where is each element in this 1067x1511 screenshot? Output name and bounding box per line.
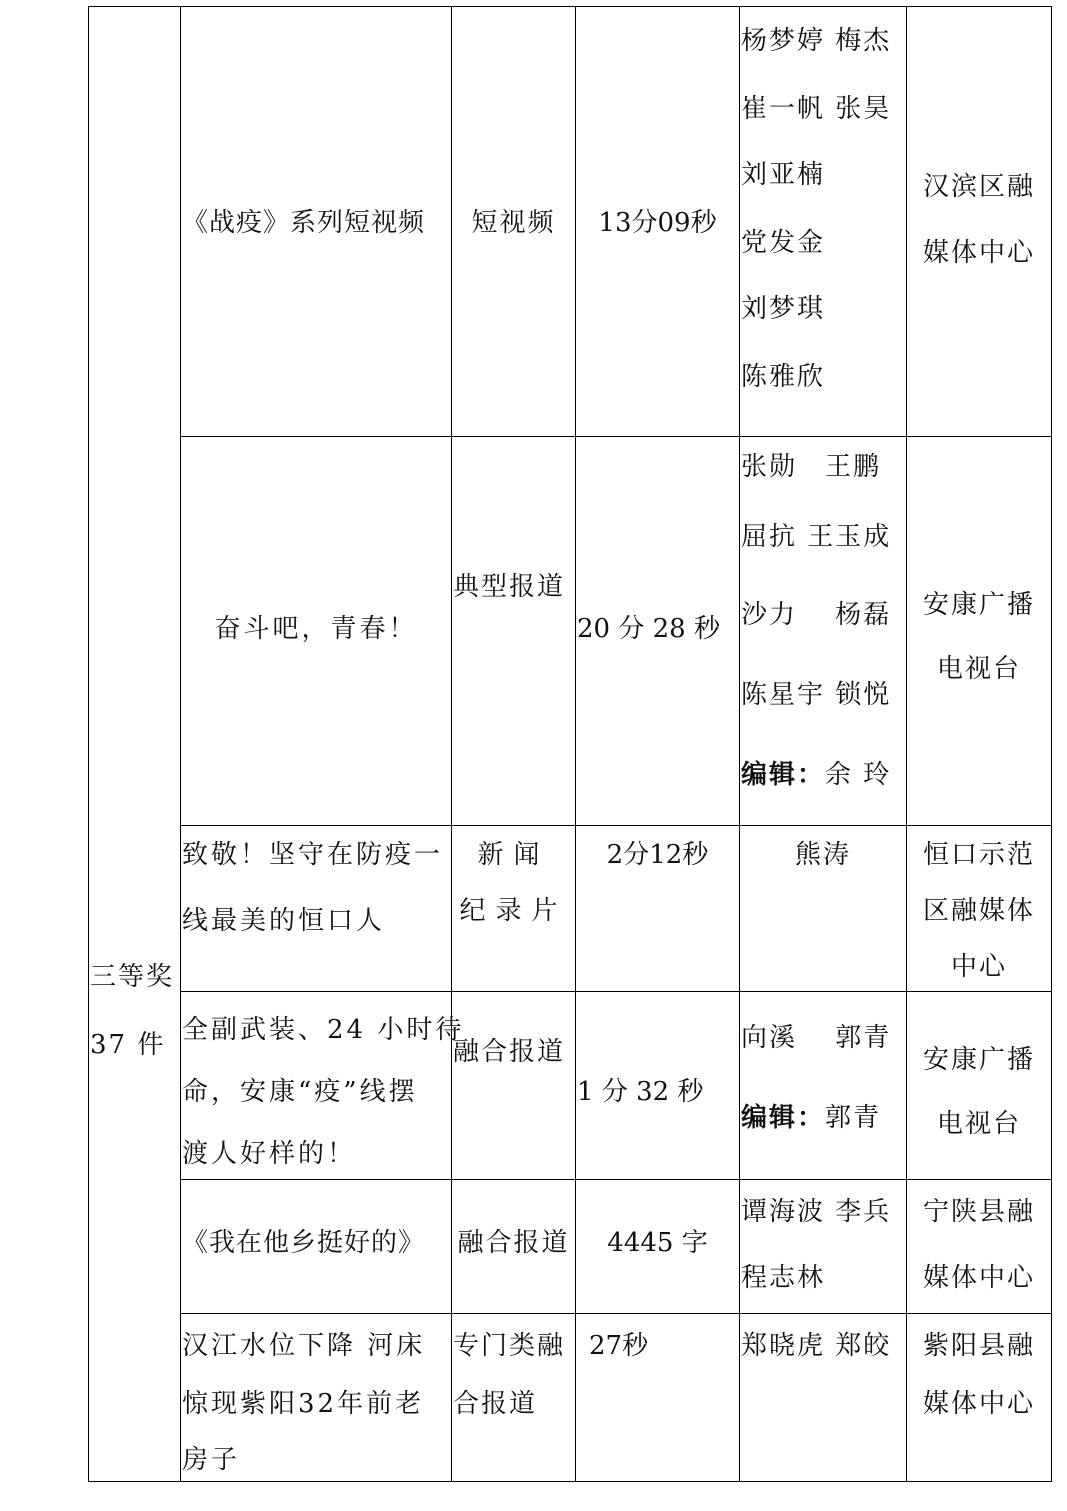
award-level [90,0,179,1060]
entry-unit-line: 电视台 [936,654,1021,684]
entry-authors-line: 陈雅欣 [741,362,826,392]
entry-authors-line: 陈星宇 锁悦 [741,680,892,710]
entry-authors-line: 沙力 杨磊 [741,600,892,630]
grid-vline [739,6,740,1482]
entry-authors-line: 向溪 郭青 [741,1023,892,1053]
entry-title-line: 奋斗吧，青春！ [214,614,418,644]
entry-unit-line: 媒体中心 [922,1263,1035,1293]
grid-vline [88,6,89,1482]
editor-name: 余 玲 [825,760,892,790]
entry-type-line: 合报道 [453,1389,538,1419]
entry-authors-line [741,760,891,791]
entry-title-line: 渡人好样的！ [182,1139,357,1169]
grid-vline [1051,6,1052,1482]
grid-hline [180,825,1052,826]
entry-authors-line: 屈抗 王玉成 [741,522,892,552]
grid-vline [575,6,576,1482]
entry-authors-line: 杨梦婷 梅杰 [741,26,892,56]
entry-unit-line: 恒口示范 [922,840,1035,870]
award-level-line: 三等奖 [90,962,175,992]
grid-vline [906,6,907,1482]
entry-duration-line: 27秒 [589,1331,649,1361]
entry-unit-line: 媒体中心 [922,1389,1035,1419]
entry-authors-line: 谭海波 李兵 [741,1197,892,1227]
entry-authors-line: 刘亚楠 [741,160,826,190]
entry-type-line: 新闻 [477,840,550,870]
entry-authors-line: 崔一帆 张昊 [741,94,892,124]
entry-title-line: 房子 [182,1445,241,1475]
entry-title-line: 惊现紫阳32年前老 [182,1389,425,1419]
entry-unit-line: 安康广播 [922,1045,1035,1075]
grid-hline [180,436,1052,437]
entry-type-line: 纪录片 [459,896,568,926]
grid-hline [180,991,1052,992]
grid-hline [88,6,1052,7]
editor-name: 郭青 [825,1103,882,1133]
entry-authors-line: 刘梦琪 [741,294,826,324]
entry-authors-line: 党发金 [741,228,826,258]
entry-type-line: 典型报道 [453,572,566,602]
entry-title-line: 《战疫》系列短视频 [182,208,426,238]
grid-hline [180,1313,1052,1314]
entry-title-line: 《我在他乡挺好的》 [182,1228,426,1258]
entry-duration-line: 2分12秒 [606,840,709,870]
entry-unit-line: 安康广播 [922,590,1035,620]
entry-type-line: 融合报道 [457,1228,570,1258]
entry-title-line: 致敬！坚守在防疫一 [182,840,444,870]
entry-unit-line: 宁陕县融 [922,1197,1035,1227]
entry-duration-line: 13分09秒 [598,208,717,238]
entry-type-line: 短视频 [471,208,556,238]
entry-authors-line [741,1103,881,1134]
editor-label: 编辑： [741,1103,826,1133]
award-level-line: 37 件 [90,1030,166,1060]
entry-title-line: 全副武装、24 小时待 [182,1015,465,1045]
entry-unit-line: 区融媒体 [922,896,1035,926]
grid-hline [88,1481,1052,1482]
grid-vline [180,6,181,1482]
entry-unit-line: 汉滨区融 [922,172,1035,202]
entry-unit-line: 媒体中心 [922,238,1035,268]
entry-duration-line: 1 分 32 秒 [577,1077,704,1107]
grid-vline [451,6,452,1482]
entry-title-line: 命，安康“疫”线摆 [182,1077,418,1107]
entry-type-line: 专门类融 [453,1331,566,1361]
entry-authors-line: 熊涛 [794,840,851,870]
entry-authors-line: 程志林 [741,1263,826,1293]
grid-hline [180,1179,1052,1180]
entry-title-line: 汉江水位下降 河床 [182,1331,426,1361]
entry-title-line: 线最美的恒口人 [182,906,386,936]
entry-authors-line: 郑晓虎 郑皎 [741,1331,892,1361]
entry-unit-line: 紫阳县融 [922,1331,1035,1361]
entry-duration-line: 20 分 28 秒 [577,614,720,644]
entry-unit-line: 中心 [950,952,1007,982]
editor-label: 编辑： [741,760,826,790]
entry-duration-line: 4445 字 [607,1228,708,1258]
entry-type-line: 融合报道 [453,1037,566,1067]
entry-unit-line: 电视台 [936,1109,1021,1139]
entry-authors-line: 张勋 王鹏 [741,452,882,482]
